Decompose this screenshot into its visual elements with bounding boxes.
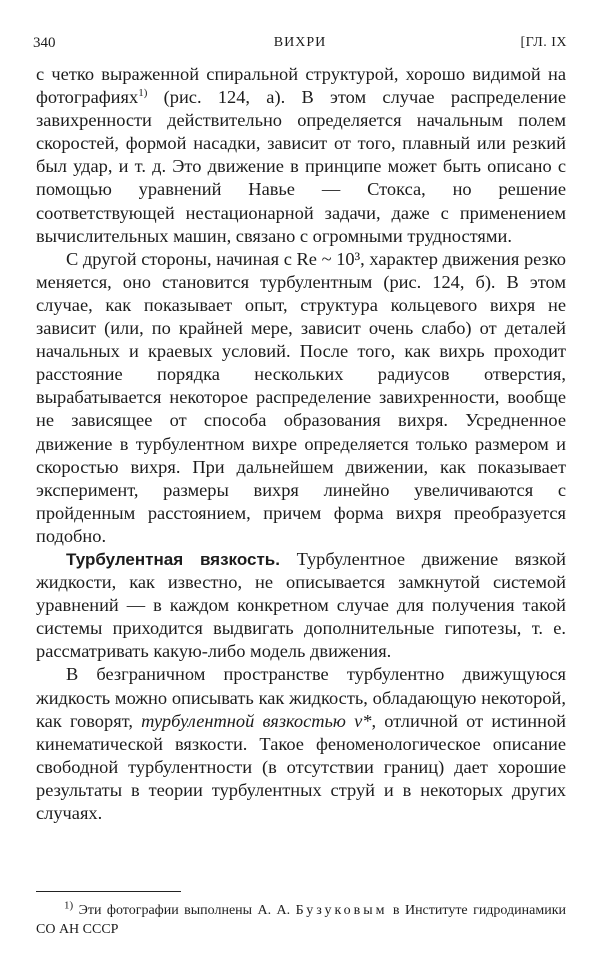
paragraph-1-text-b: (рис. 124, а). В этом случае распределение завихренности действительно определяется начальным полем скоростей, формой насадки, зависит от того, плавный или резкий был удар, и т. д. Это движение в принципе может быть описано с помощью уравнений Навье — Стокса, но решение соответствующей нестационарной задачи, даже с применением вычислительных машин, связано с огромными трудностями. — [36, 87, 566, 246]
page-number: 340 — [33, 35, 56, 51]
paragraph-4-text-a: В безграничном пространстве турбулентно движущуюся жидкость можно описывать как жидкость, обладающую некоторой, как говорят, — [36, 664, 566, 731]
paragraph-3 — [36, 548, 566, 663]
footnote-divider — [36, 891, 181, 892]
paragraph-1 — [36, 63, 566, 248]
paragraph-4 — [36, 663, 566, 825]
footnote-text — [36, 901, 566, 939]
main-text — [36, 63, 566, 825]
footnote-reference: 1) — [138, 86, 148, 99]
running-title: ВИХРИ — [273, 35, 327, 50]
section-heading: Турбулентная вязкость. — [66, 549, 280, 569]
footnote-text-a: Эти фотографии выполнены А. А. — [73, 903, 296, 918]
footnote-mark: 1) — [64, 899, 74, 912]
footnote-text-b: в Институте гидродинамики СО АН СССР — [36, 903, 566, 937]
paragraph-1-text-a: с четко выраженной спиральной структурой, хорошо видимой на фотографиях — [36, 64, 566, 108]
chapter-reference: [ГЛ. IX — [520, 35, 567, 50]
running-header — [33, 32, 567, 54]
paragraph-3-text: Турбулентное движение вязкой жидкости, как известно, не описывается замкнутой системой уравнений — в каждом конкретном случае для получения такой системы приходится выдвигать дополнительные гипотезы, т. е. рассматривать какую-либо модель движения. — [36, 548, 567, 662]
paragraph-4-text-b: , отличной от истинной кинематической вязкости. Такое феноменологическое описание свободной турбулентности (в отсутствии границ) дает хорошие результаты в теории турбулентных струй и в некоторых других случаях. — [36, 710, 566, 823]
footnote — [36, 901, 566, 939]
italic-term: турбулентной вязкостью ν* — [141, 710, 372, 731]
footnote-author-name: Бузуковым — [295, 903, 388, 918]
paragraph-2: С другой стороны, начиная с Re ~ 10³, характер движения резко меняется, оно становится турбулентным (рис. 124, б). В этом случае, как показывает опыт, структура кольцевого вихря не зависит (или, по крайней мере, зависит очень слабо) от деталей начальных и краевых условий. После того, как вихрь проходит расстояние порядка нескольких радиусов отверстия, вырабатывается некоторое распределение завихренности, вообще не зависящее от способа образования вихря. Усредненное движение в турбулентном вихре определяется только размером и скоростью вихря. При дальнейшем движении, как показывает эксперимент, размеры вихря линейно увеличиваются с пройденным расстоянием, причем форма вихря преобразуется подобно. — [36, 248, 566, 546]
